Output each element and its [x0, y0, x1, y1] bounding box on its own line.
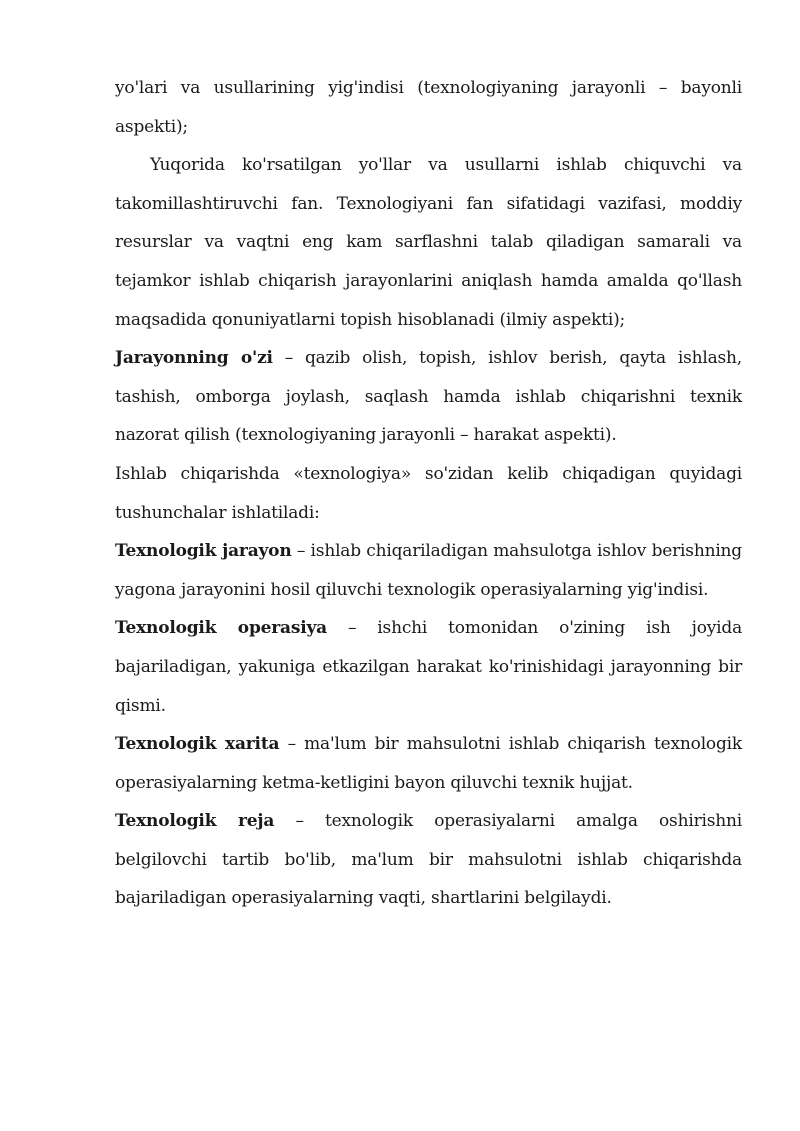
paragraph-text: yo'lari va usullarining yig'indisi (texnologiyaning jarayonli – bayonli aspekti); — [115, 78, 742, 137]
definition-term: Texnologik reja — [115, 811, 275, 832]
definition-term: Jarayonning o'zi — [115, 348, 273, 369]
definition-texnologik-operasiya — [115, 609, 742, 725]
definition-texnologik-reja — [115, 802, 742, 918]
paragraph-continuation — [115, 69, 742, 146]
paragraph-science-aspect — [115, 146, 742, 339]
definition-text: – qazib olish, topish, ishlov berish, qayta ishlash, tashish, omborga joylash, saqlash hamda ishlab chiqarishni texnik nazorat qilish (texnologiyaning jarayonli – harakat aspekti). — [115, 348, 743, 446]
definition-texnologik-jarayon — [115, 532, 742, 609]
definition-text: – ishchi tomonidan o'zining ish joyida bajariladigan, yakuniga etkazilgan harakat ko'rinishidagi jarayonning bir qismi. — [115, 618, 743, 716]
definition-texnologik-xarita — [115, 725, 742, 802]
definition-term: Texnologik operasiya — [115, 618, 327, 639]
definition-text: – texnologik operasiyalarni amalga oshirishni belgilovchi tartib bo'lib, ma'lum bir mahsulotni ishlab chiqarishda bajariladigan operasiyalarning vaqti, shartlarini belgilaydi. — [115, 811, 742, 909]
definition-term: Texnologik jarayon — [115, 541, 292, 562]
paragraph-text: Ishlab chiqarishda «texnologiya» so'zidan kelib chiqadigan quyidagi tushunchalar ishlatiladi: — [115, 463, 742, 523]
document-page — [115, 69, 742, 918]
definition-term: Texnologik xarita — [115, 734, 280, 755]
paragraph-text: Yuqorida ko'rsatilgan yo'llar va usullarni ishlab chiquvchi va takomillashtiruvchi fan. Texnologiyani fan sifatidagi vazifasi, moddiy resurslar va vaqtni eng kam sarflashni talab qiladigan samarali va tejamkor ishlab chiqarish jarayonlarini aniqlash hamda amalda qo'llash maqsadida qonuniyatlarni topish hisoblanadi (ilmiy aspekti); — [115, 155, 742, 330]
definition-text: – ishlab chiqariladigan mahsulotga ishlov berishning yagona jarayonini hosil qiluvchi texnologik operasiyalarning yig'indisi. — [115, 541, 742, 600]
paragraph-intro-terms — [115, 455, 742, 532]
definition-text: – ma'lum bir mahsulotni ishlab chiqarish texnologik operasiyalarning ketma-ketligini bayon qiluvchi texnik hujjat. — [115, 734, 742, 793]
definition-jarayonning-ozi — [115, 339, 742, 455]
